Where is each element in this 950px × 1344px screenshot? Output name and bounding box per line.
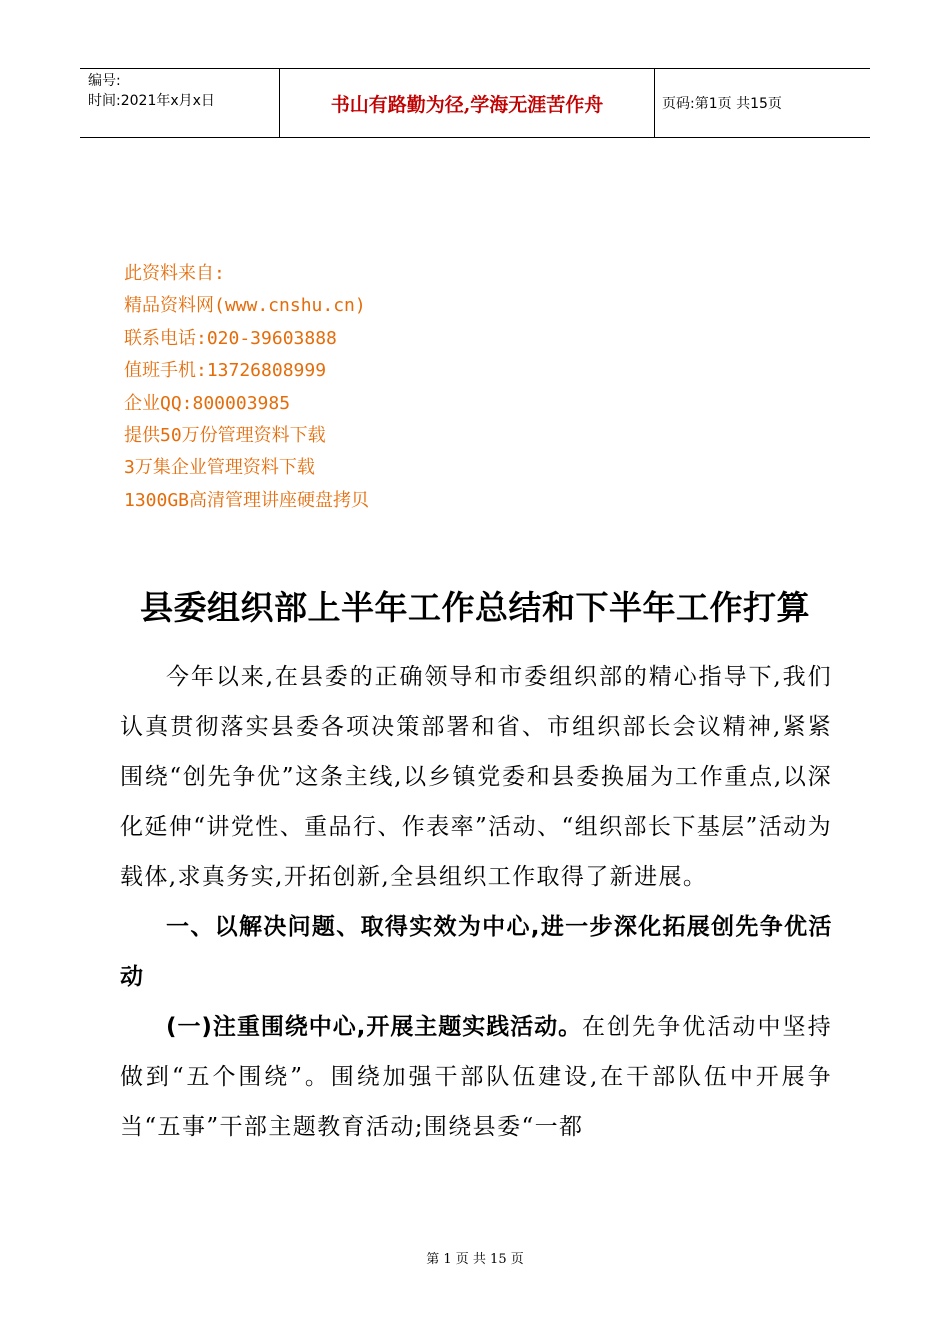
document-body [120,652,832,1152]
number-label: 编号: [88,73,121,89]
source-line: 联系电话:020-39603888 [124,327,337,349]
page-footer: 第 1 页 共 15 页 [426,1252,524,1267]
header-page-info: 页码:第1页 共15页 [662,96,782,112]
time-label: 时间:2021年x月x日 [88,93,215,109]
source-line: 精品资料网(www.cnshu.cn) [124,295,366,317]
section-heading: 一、以解决问题、取得实效为中心,进一步深化拓展创先争优活动 [120,914,832,990]
document-header [80,68,870,138]
header-meta [80,69,280,137]
intro-paragraph: 今年以来,在县委的正确领导和市委组织部的精心指导下,我们认真贯彻落实县委各项决策部署和省、市组织部长会议精神,紧紧围绕“创先争优”这条主线,以乡镇党委和县委换届为工作重点,以深化延伸“讲党性、重品行、作表率”活动、“组织部长下基层”活动为载体,求真务实,开拓创新,全县组织工作取得了新进展。 [120,664,832,890]
document-title: 县委组织部上半年工作总结和下半年工作打算 [140,588,810,627]
source-line: 提供50万份管理资料下载 [124,425,326,447]
source-info-block [124,258,369,517]
subsection-paragraph [120,1002,832,1152]
source-line: 1300GB高清管理讲座硬盘拷贝 [124,489,370,511]
subsection-text: 在创先争优活动中坚持做到“五个围绕”。围绕加强干部队伍建设,在干部队伍中开展争当“五事”干部主题教育活动;围绕县委“一都 [120,1014,833,1140]
source-line: 值班手机:13726808999 [124,360,327,382]
source-line: 3万集企业管理资料下载 [124,457,315,479]
subsection-lead: (一)注重围绕中心,开展主题实践活动。 [166,1014,583,1040]
header-motto: 书山有路勤为径,学海无涯苦作舟 [280,69,655,137]
source-line: 企业QQ:800003985 [124,392,291,414]
source-line: 此资料来自: [124,263,225,284]
